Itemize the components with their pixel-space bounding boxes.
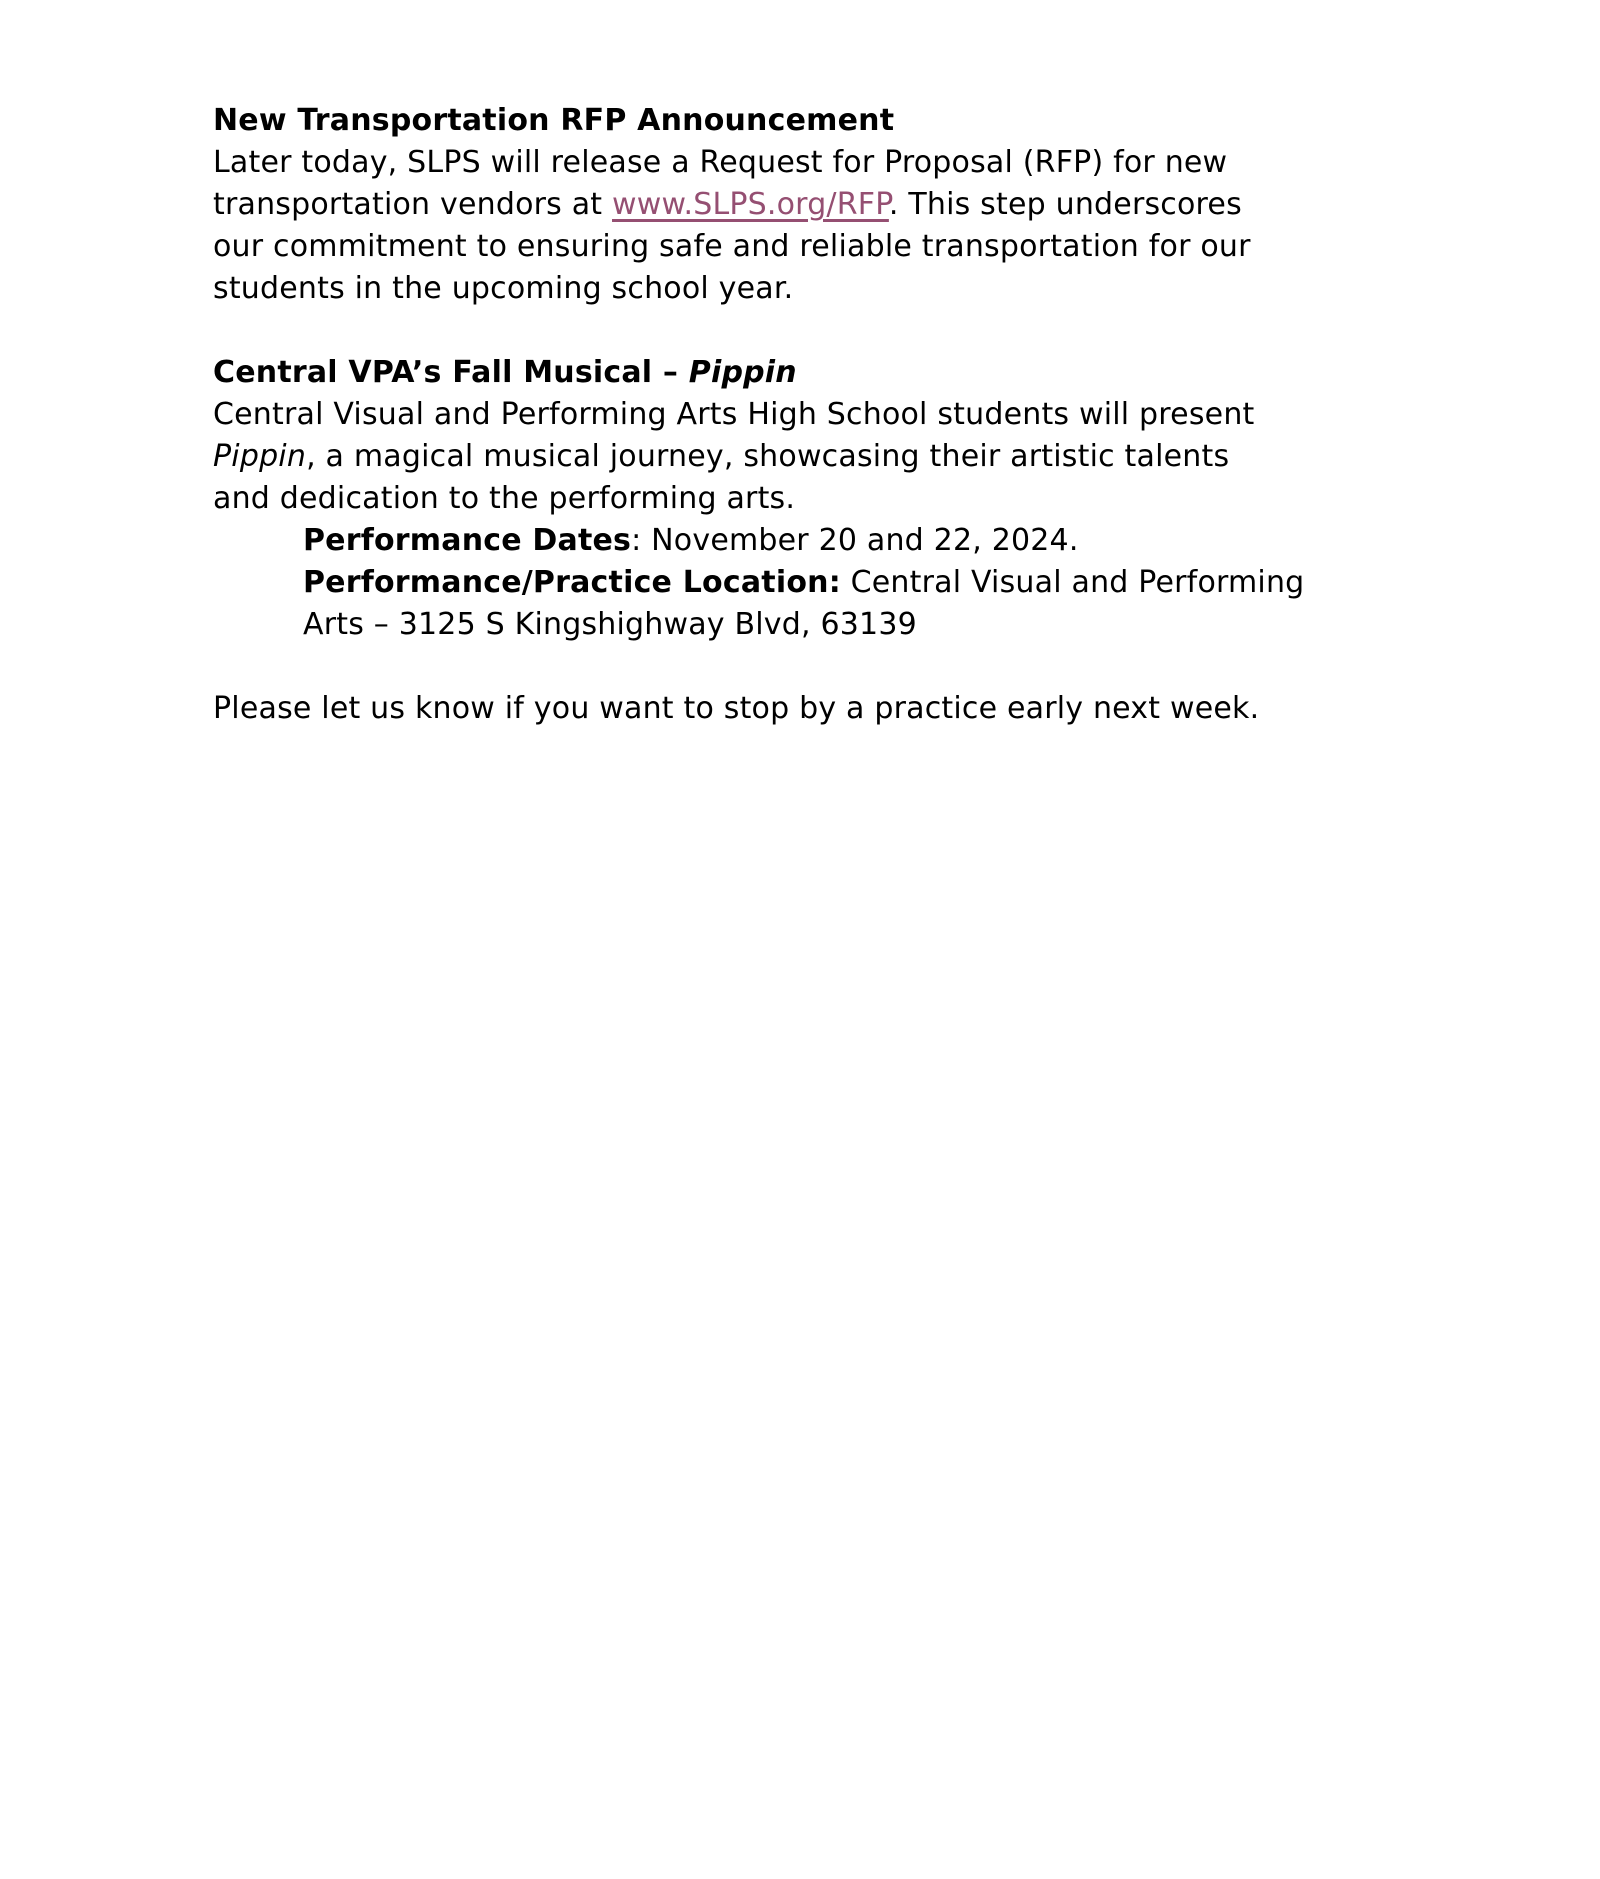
transportation-body-line3: our commitment to ensuring safe and reliable transportation for our bbox=[213, 229, 1251, 264]
musical-body-line2-rest: , a magical musical journey, showcasing their artistic talents bbox=[306, 439, 1230, 474]
transportation-body-line2-prefix: transportation vendors at bbox=[213, 187, 613, 222]
musical-heading-main: Central VPA’s Fall Musical – bbox=[213, 355, 689, 390]
closing-text: Please let us know if you want to stop by a practice early next week. bbox=[213, 691, 1260, 726]
document-page bbox=[213, 100, 1373, 730]
transportation-body-line4: students in the upcoming school year. bbox=[213, 271, 794, 306]
musical-heading bbox=[213, 352, 1373, 394]
performance-location-line2: Arts – 3125 S Kingshighway Blvd, 63139 bbox=[303, 607, 917, 642]
performance-dates-label: Performance Dates bbox=[303, 523, 632, 558]
transportation-body-line2-suffix: . This step underscores bbox=[888, 187, 1242, 222]
rfp-hyperlink[interactable]: www.SLPS.org/RFP bbox=[612, 187, 889, 222]
performance-location-line bbox=[213, 562, 1373, 604]
transportation-body-line2 bbox=[213, 184, 1373, 226]
musical-body-line2 bbox=[213, 436, 1373, 478]
musical-body-line3: and dedication to the performing arts. bbox=[213, 481, 796, 516]
musical-announcement-section bbox=[213, 352, 1373, 646]
performance-dates-line bbox=[213, 520, 1373, 562]
musical-title-italic: Pippin bbox=[213, 439, 307, 474]
transportation-heading: New Transportation RFP Announcement bbox=[213, 103, 895, 138]
musical-heading-title: Pippin bbox=[688, 355, 797, 390]
performance-dates-value: : November 20 and 22, 2024. bbox=[631, 523, 1079, 558]
performance-location-value: Central Visual and Performing bbox=[840, 565, 1305, 600]
transportation-body-line1: Later today, SLPS will release a Request for Proposal (RFP) for new bbox=[213, 145, 1228, 180]
transportation-announcement-section bbox=[213, 100, 1373, 310]
closing-section bbox=[213, 688, 1373, 730]
musical-body-line1: Central Visual and Performing Arts High School students will present bbox=[213, 397, 1255, 432]
performance-location-label: Performance/Practice Location: bbox=[303, 565, 841, 600]
